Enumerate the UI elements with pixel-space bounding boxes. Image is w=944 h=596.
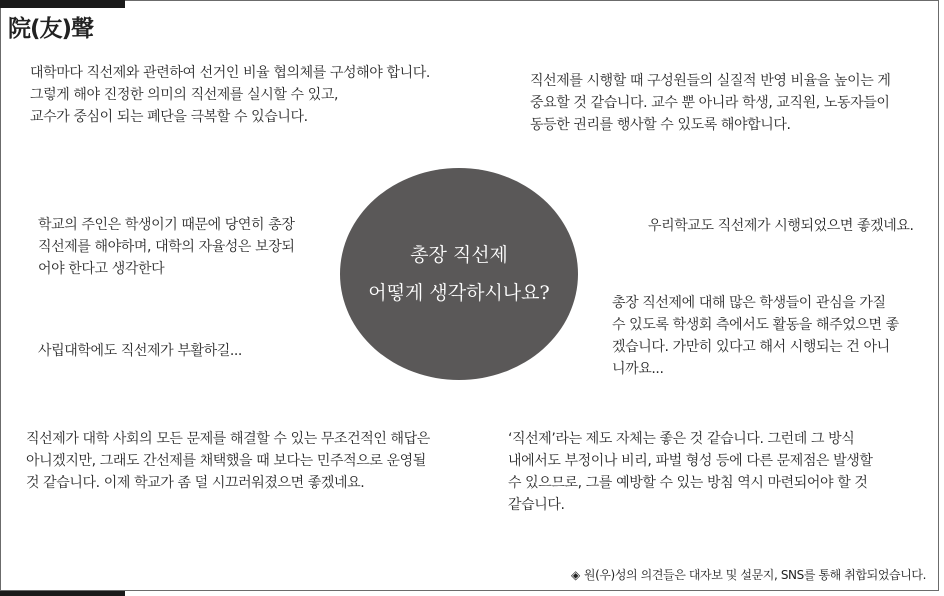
source-note-text: 원(우)성의 의견들은 대자보 및 설문지, SNS를 통해 취합되었습니다. — [583, 568, 926, 582]
opinion-line: 것 같습니다. 이제 학교가 좀 덜 시끄러워졌으면 좋겠네요. — [26, 475, 365, 491]
opinion-line: 직선제를 해야하며, 대학의 자율성은 보장되 — [38, 239, 295, 255]
opinion-7 — [26, 428, 430, 494]
opinion-line: 겠습니다. 가만히 있다고 해서 시행되는 건 아니 — [612, 339, 890, 355]
bottom-accent-bar — [0, 591, 125, 596]
opinion-4 — [648, 215, 914, 237]
opinion-line: 학교의 주인은 학생이기 때문에 당연히 총장 — [38, 217, 295, 233]
center-question-line-2: 어떻게 생각하시나요? — [368, 282, 550, 304]
opinion-3 — [38, 214, 294, 280]
diamond-bullet-icon: ◈ — [571, 568, 580, 582]
opinion-line: ‘직선제’라는 제도 자체는 좋은 것 같습니다. 그런데 그 방식 — [508, 431, 855, 447]
opinion-5 — [38, 340, 242, 362]
opinion-line: 사립대학에도 직선제가 부활하길... — [38, 343, 242, 359]
opinion-line: 우리학교도 직선제가 시행되었으면 좋겠네요. — [648, 218, 914, 234]
opinion-line: 직선제를 시행할 때 구성원들의 실질적 반영 비율을 높이는 게 — [530, 73, 891, 89]
opinion-2 — [530, 70, 891, 136]
opinion-line: 아니겠지만, 그래도 간선제를 채택했을 때 보다는 민주적으로 운영될 — [26, 453, 426, 469]
center-question-line-1: 총장 직선제 — [410, 244, 508, 266]
opinion-line: 동등한 권리를 행사할 수 있도록 해야합니다. — [530, 117, 791, 133]
opinion-1 — [30, 62, 430, 128]
opinion-line: 교수가 중심이 되는 폐단을 극복할 수 있습니다. — [30, 109, 308, 125]
source-note — [571, 566, 926, 583]
opinion-8 — [508, 428, 873, 516]
opinion-line: 수 있으므로, 그를 예방할 수 있는 방침 역시 마련되어야 할 것 — [508, 475, 868, 491]
opinion-line: 그렇게 해야 진정한 의미의 직선제를 실시할 수 있고, — [30, 87, 339, 103]
opinion-line: 대학마다 직선제와 관련하여 선거인 비율 협의체를 구성해야 합니다. — [30, 65, 430, 81]
opinion-6 — [612, 292, 899, 380]
opinion-line: 내에서도 부정이나 비리, 파벌 형성 등에 다른 문제점은 발생할 — [508, 453, 873, 469]
opinion-line: 어야 한다고 생각한다 — [38, 261, 165, 277]
opinion-line: 같습니다. — [508, 497, 565, 513]
section-logo: 院(友)聲 — [8, 16, 94, 42]
top-accent-bar — [0, 0, 125, 8]
opinion-line: 니까요... — [612, 361, 664, 377]
opinion-line: 수 있도록 학생회 측에서도 활동을 해주었으면 좋 — [612, 317, 899, 333]
opinion-line: 중요할 것 같습니다. 교수 뿐 아니라 학생, 교직원, 노동자들이 — [530, 95, 890, 111]
opinion-line: 총장 직선제에 대해 많은 학생들이 관심을 가질 — [612, 295, 886, 311]
center-question — [340, 236, 578, 312]
opinion-line: 직선제가 대학 사회의 모든 문제를 해결할 수 있는 무조건적인 해답은 — [26, 431, 430, 447]
